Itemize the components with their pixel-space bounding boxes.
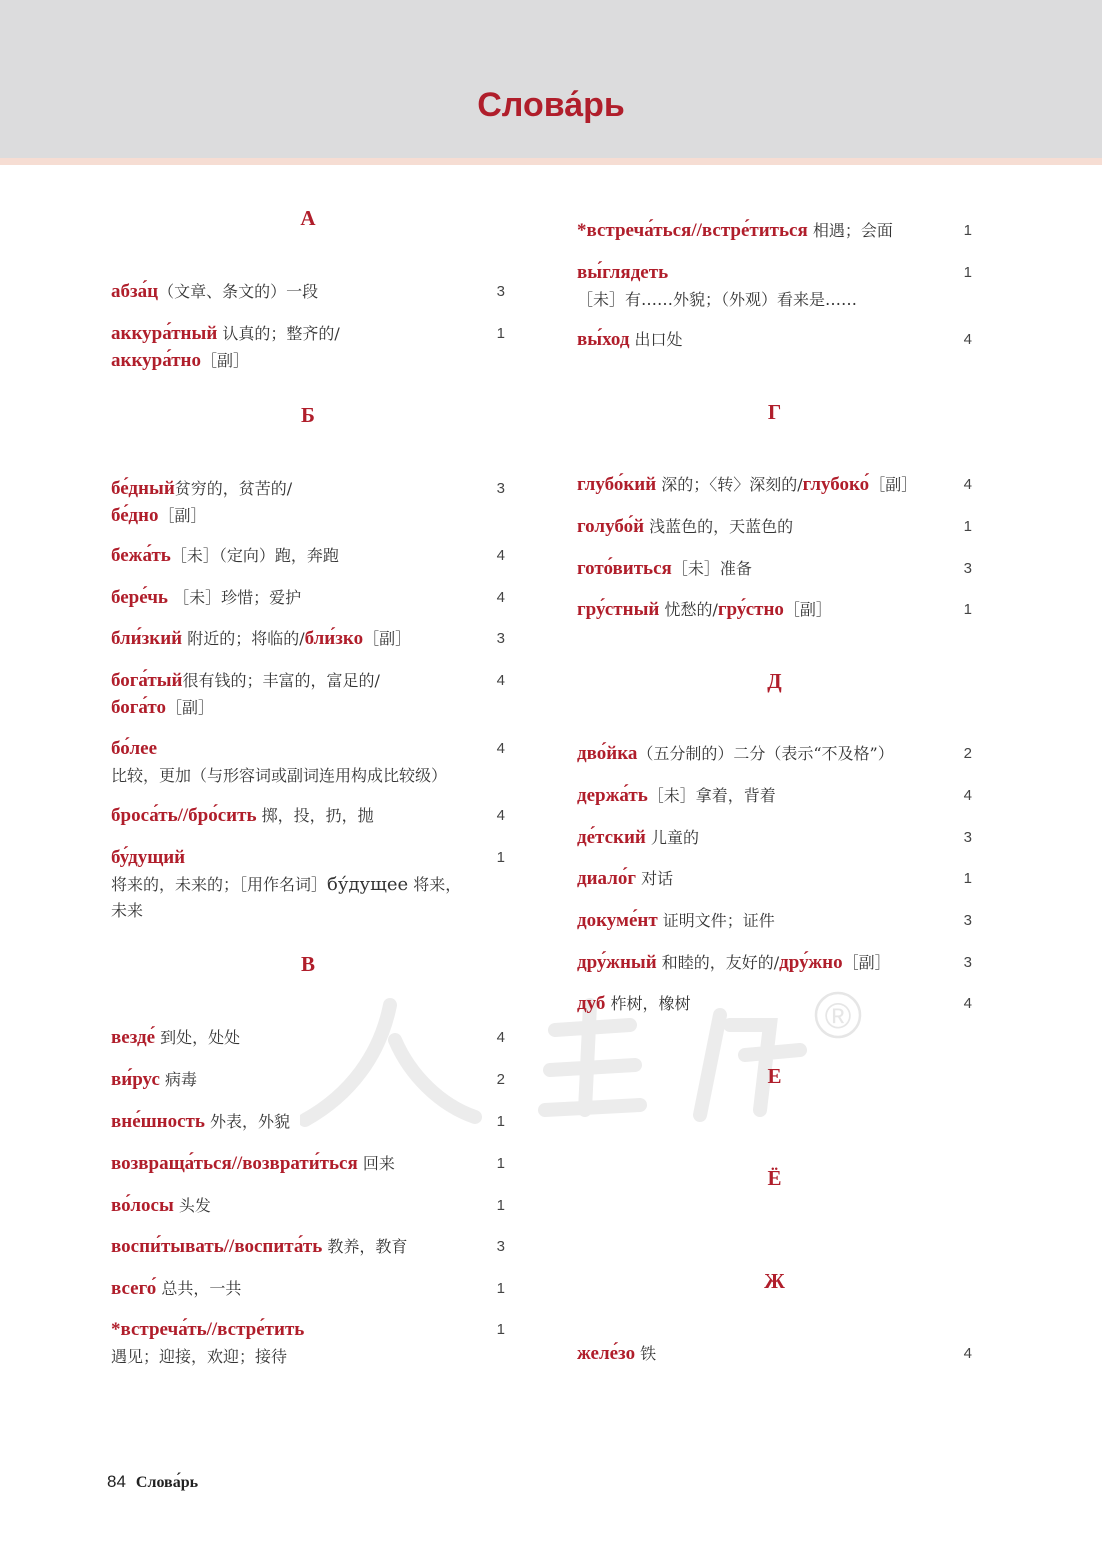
headword: аккура́тный xyxy=(111,323,218,344)
entry-line xyxy=(577,259,938,287)
entry-line xyxy=(111,1024,471,1052)
lesson-number: 3 xyxy=(963,954,972,971)
entry-line xyxy=(577,1340,938,1368)
dictionary-entry xyxy=(111,1192,505,1220)
entry-line xyxy=(111,667,471,695)
headword: дру́жный xyxy=(577,952,657,973)
entry-continuation xyxy=(111,872,471,898)
lesson-number: 3 xyxy=(496,480,505,497)
dictionary-entry xyxy=(111,1150,505,1178)
entry-line xyxy=(577,471,938,499)
headword: де́тский xyxy=(577,827,646,848)
entry-continuation xyxy=(111,503,471,529)
entry-line xyxy=(111,320,471,348)
dictionary-entry xyxy=(577,513,972,541)
dictionary-entry xyxy=(577,949,972,977)
dictionary-entry xyxy=(111,1233,505,1261)
headword: вне́шность xyxy=(111,1111,205,1132)
definition: ［副］ xyxy=(869,475,918,494)
headword: бога́тый xyxy=(111,670,183,691)
entry-line xyxy=(577,949,938,977)
dictionary-entry xyxy=(577,471,972,499)
dictionary-entry xyxy=(577,1340,972,1368)
dictionary-entry xyxy=(111,625,505,653)
definition: 儿童的 xyxy=(645,828,699,847)
headword: глубоко́ xyxy=(802,474,870,495)
letter-heading: Ё xyxy=(767,1166,782,1190)
entry-line xyxy=(111,1192,471,1220)
definition: ［未］珍惜；爱护 xyxy=(167,588,302,607)
letter-heading: Б xyxy=(301,403,315,427)
dictionary-entry xyxy=(111,1275,505,1303)
lesson-number: 1 xyxy=(496,849,505,866)
entry-continuation xyxy=(111,695,471,721)
entry-continuation xyxy=(111,898,471,924)
definition: （五分制的）二分（表示“不及格”） xyxy=(637,744,894,763)
dictionary-entry xyxy=(111,475,505,529)
headword: вы́глядеть xyxy=(577,262,669,283)
definition: 证明文件；证件 xyxy=(657,911,775,930)
definition: ［副］ xyxy=(200,351,249,370)
dictionary-entry xyxy=(111,584,505,612)
dictionary-entry xyxy=(577,596,972,624)
lesson-number: 1 xyxy=(496,1321,505,1338)
lesson-number: 4 xyxy=(963,476,972,493)
lesson-number: 1 xyxy=(963,601,972,618)
headword: голубо́й xyxy=(577,516,645,537)
definition: ［未］（定向）跑，奔跑 xyxy=(170,546,339,565)
dictionary-entry xyxy=(577,326,972,354)
entry-line xyxy=(111,844,471,872)
lesson-number: 3 xyxy=(496,1238,505,1255)
definition: 遇见；迎接，欢迎；接待 xyxy=(111,1347,288,1366)
entry-line xyxy=(577,990,938,1018)
entry-continuation xyxy=(111,763,471,789)
headword: бли́зкий xyxy=(111,628,183,649)
dictionary-entry xyxy=(577,782,972,810)
lesson-number: 4 xyxy=(963,995,972,1012)
headword: бе́дный xyxy=(111,478,175,499)
definition: 铁 xyxy=(635,1344,657,1363)
headword: бо́лее xyxy=(111,738,158,759)
russian-term: бу́дущее xyxy=(327,874,409,895)
headword: всего́ xyxy=(111,1278,157,1299)
definition: 教养，教育 xyxy=(322,1237,408,1256)
letter-heading: Г xyxy=(767,400,782,424)
letter-heading: А xyxy=(300,206,316,230)
headword: бога́то xyxy=(111,697,166,718)
definition: 头发 xyxy=(173,1196,211,1215)
lesson-number: 3 xyxy=(963,560,972,577)
definition: 深的；〈转〉深刻的/ xyxy=(656,475,803,494)
page-number: 84 xyxy=(107,1472,126,1491)
headword: абза́ц xyxy=(111,281,159,302)
dictionary-entry xyxy=(111,1316,505,1370)
lesson-number: 1 xyxy=(963,518,972,535)
letter-heading: Ж xyxy=(764,1269,785,1293)
entry-line xyxy=(111,584,471,612)
definition: 回来 xyxy=(357,1154,395,1173)
headword: *встреча́ться//встре́титься xyxy=(577,220,808,241)
definition: ［副］ xyxy=(158,506,207,525)
headword: гру́стный xyxy=(577,599,660,620)
definition: 对话 xyxy=(636,869,674,888)
definition: 贫穷的，贫苦的/ xyxy=(174,479,293,498)
lesson-number: 2 xyxy=(496,1071,505,1088)
headword: *встреча́ть//встре́тить xyxy=(111,1319,305,1340)
lesson-number: 4 xyxy=(496,740,505,757)
definition: 到处，处处 xyxy=(155,1028,241,1047)
definition: 比较，更加（与形容词或副词连用构成比较级） xyxy=(111,766,448,785)
dictionary-entry xyxy=(111,278,505,306)
entry-line xyxy=(111,735,471,763)
headword: броса́ть//бро́сить xyxy=(111,805,257,826)
definition: 总共，一共 xyxy=(156,1279,242,1298)
dictionary-entry xyxy=(577,259,972,313)
dictionary-entry xyxy=(577,555,972,583)
entry-line xyxy=(577,596,938,624)
letter-heading: Д xyxy=(767,669,782,693)
dictionary-entry xyxy=(111,802,505,830)
lesson-number: 4 xyxy=(496,672,505,689)
definition: ［副］ xyxy=(165,698,214,717)
lesson-number: 3 xyxy=(963,912,972,929)
page-header xyxy=(0,0,1102,165)
entry-line xyxy=(577,907,938,935)
dictionary-entry xyxy=(111,1108,505,1136)
entry-line xyxy=(111,1316,471,1344)
entry-line xyxy=(111,475,471,503)
headword: глубо́кий xyxy=(577,474,657,495)
headword: возвраща́ться//возврати́ться xyxy=(111,1153,358,1174)
definition: 未来 xyxy=(111,901,144,920)
lesson-number: 1 xyxy=(496,1155,505,1172)
dictionary-entry xyxy=(577,907,972,935)
lesson-number: 1 xyxy=(496,1113,505,1130)
entry-line xyxy=(111,802,471,830)
definition: ［副］ xyxy=(783,600,832,619)
definition: 附近的；将临的/ xyxy=(182,629,305,648)
definition: ［副］ xyxy=(842,953,891,972)
lesson-number: 4 xyxy=(496,1029,505,1046)
page-footer xyxy=(107,1472,198,1492)
headword: желе́зо xyxy=(577,1343,636,1364)
lesson-number: 4 xyxy=(496,589,505,606)
letter-heading: Е xyxy=(767,1064,782,1088)
definition: 病毒 xyxy=(159,1070,197,1089)
entry-continuation xyxy=(577,287,938,313)
definition: ［未］准备 xyxy=(671,559,752,578)
definition: 忧愁的/ xyxy=(659,600,718,619)
entry-line xyxy=(111,1233,471,1261)
lesson-number: 4 xyxy=(963,787,972,804)
definition: 柞树，橡树 xyxy=(605,994,691,1013)
headword: ви́рус xyxy=(111,1069,160,1090)
dictionary-entry xyxy=(577,865,972,893)
definition: ［副］ xyxy=(363,629,412,648)
definition: 浅蓝色的，天蓝色的 xyxy=(644,517,794,536)
headword: аккура́тно xyxy=(111,350,201,371)
headword: гру́стно xyxy=(717,599,784,620)
entry-line xyxy=(577,740,938,768)
lesson-number: 4 xyxy=(496,547,505,564)
lesson-number: 1 xyxy=(963,222,972,239)
lesson-number: 4 xyxy=(496,807,505,824)
dictionary-entry xyxy=(577,824,972,852)
headword: дру́жно xyxy=(779,952,843,973)
lesson-number: 1 xyxy=(496,1280,505,1297)
entry-line xyxy=(577,555,938,583)
definition: 出口处 xyxy=(629,330,683,349)
definition: 将来， xyxy=(408,875,462,894)
definition: 将来的，未来的；［用作名词］ xyxy=(111,875,328,894)
definition: （文章、条文的）一段 xyxy=(158,282,319,301)
headword: докуме́нт xyxy=(577,910,658,931)
entry-line xyxy=(577,824,938,852)
entry-line xyxy=(111,278,471,306)
headword: воспи́тывать//воспита́ть xyxy=(111,1236,323,1257)
lesson-number: 1 xyxy=(963,264,972,281)
dictionary-entry xyxy=(111,1066,505,1094)
entry-line xyxy=(111,542,471,570)
dictionary-entry xyxy=(111,844,505,924)
running-title: Слова́рь xyxy=(135,1474,199,1491)
entry-line xyxy=(577,513,938,541)
definition: ［未］有……外貌；（外观）看来是…… xyxy=(577,290,858,309)
dictionary-entry xyxy=(577,217,972,245)
definition: 认真的；整齐的/ xyxy=(217,324,340,343)
headword: вы́ход xyxy=(577,329,630,350)
letter-heading: В xyxy=(300,952,315,976)
registered-glyph: ® xyxy=(824,995,852,1036)
lesson-number: 3 xyxy=(963,829,972,846)
definition: 和睦的，友好的/ xyxy=(656,953,780,972)
entry-line xyxy=(111,625,471,653)
dictionary-entry xyxy=(111,667,505,721)
headword: бли́зко xyxy=(304,628,364,649)
entry-line xyxy=(577,782,938,810)
dictionary-entry xyxy=(577,740,972,768)
dictionary-entry xyxy=(111,1024,505,1052)
headword: бу́дущий xyxy=(111,847,186,868)
lesson-number: 1 xyxy=(963,870,972,887)
entry-continuation xyxy=(111,348,471,374)
definition: 外表，外貌 xyxy=(204,1112,291,1131)
entry-line xyxy=(577,326,938,354)
definition: 很有钱的；丰富的，富足的/ xyxy=(182,671,380,690)
dictionary-entry xyxy=(577,990,972,1018)
headword: бере́чь xyxy=(111,587,168,608)
headword: держа́ть xyxy=(577,785,648,806)
definition: ［未］拿着，背着 xyxy=(647,786,776,805)
entry-line xyxy=(111,1108,471,1136)
entry-line xyxy=(577,865,938,893)
definition: 掷，投，扔，抛 xyxy=(256,806,374,825)
headword: дуб xyxy=(577,993,606,1014)
entry-line xyxy=(111,1066,471,1094)
headword: гото́виться xyxy=(577,558,672,579)
dictionary-entry xyxy=(111,542,505,570)
lesson-number: 4 xyxy=(963,1345,972,1362)
entry-line xyxy=(111,1150,471,1178)
headword: везде́ xyxy=(111,1027,156,1048)
lesson-number: 1 xyxy=(496,1197,505,1214)
headword: во́лосы xyxy=(111,1195,174,1216)
dictionary-entry xyxy=(111,320,505,374)
headword: диало́г xyxy=(577,868,637,889)
lesson-number: 4 xyxy=(963,331,972,348)
lesson-number: 3 xyxy=(496,283,505,300)
entry-line xyxy=(111,1275,471,1303)
lesson-number: 1 xyxy=(496,325,505,342)
page-title: Слова́рь xyxy=(477,86,625,124)
headword: бе́дно xyxy=(111,505,159,526)
entry-continuation xyxy=(111,1344,471,1370)
lesson-number: 3 xyxy=(496,630,505,647)
definition: 相遇；会面 xyxy=(807,221,893,240)
dictionary-entry xyxy=(111,735,505,789)
headword: бежа́ть xyxy=(111,545,171,566)
lesson-number: 2 xyxy=(963,745,972,762)
headword: дво́йка xyxy=(577,743,638,764)
entry-line xyxy=(577,217,938,245)
